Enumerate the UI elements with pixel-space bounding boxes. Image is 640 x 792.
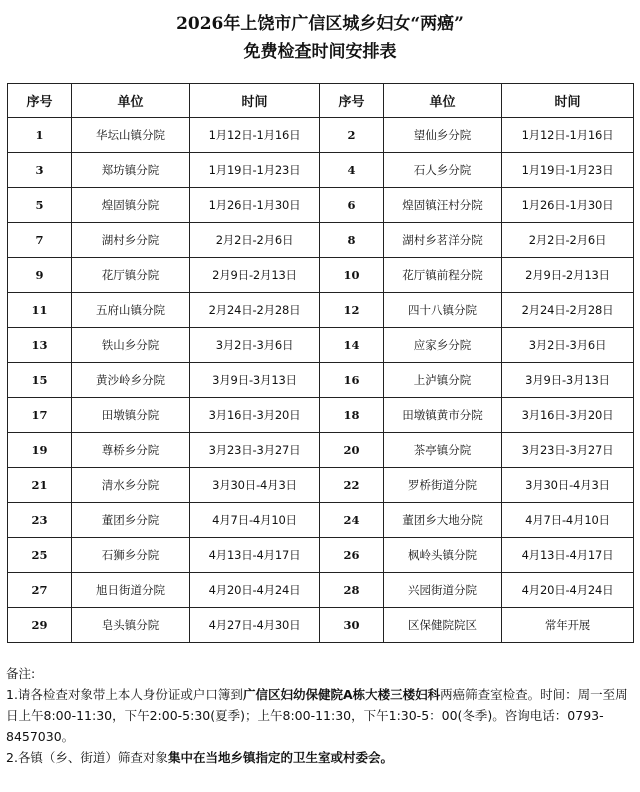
row-time-cell: 3月16日-3月20日 — [190, 398, 320, 433]
row-no-cell: 25 — [8, 538, 72, 573]
table-row — [8, 188, 634, 223]
header-no: 序号 — [320, 84, 384, 118]
note-2 — [6, 747, 634, 768]
notes-section — [6, 663, 634, 768]
row-no-cell: 21 — [8, 468, 72, 503]
row-unit-cell: 旭日街道分院 — [72, 573, 190, 608]
table-row — [8, 118, 634, 153]
row-no-cell: 27 — [8, 573, 72, 608]
row-no-cell: 13 — [8, 328, 72, 363]
row-unit-cell: 应家乡分院 — [384, 328, 502, 363]
table-row — [8, 153, 634, 188]
row-unit-cell: 煌固镇分院 — [72, 188, 190, 223]
row-unit-cell: 华坛山镇分院 — [72, 118, 190, 153]
row-time-cell: 1月26日-1月30日 — [190, 188, 320, 223]
row-time-cell: 1月19日-1月23日 — [502, 153, 634, 188]
table-row — [8, 328, 634, 363]
row-time-cell: 2月9日-2月13日 — [190, 258, 320, 293]
row-time-cell: 1月19日-1月23日 — [190, 153, 320, 188]
row-no-cell: 6 — [320, 188, 384, 223]
header-unit: 单位 — [384, 84, 502, 118]
page-title: 2026年上饶市广信区城乡妇女“两癌” — [176, 14, 464, 34]
header-unit: 单位 — [72, 84, 190, 118]
row-no-cell: 30 — [320, 608, 384, 643]
row-no-cell: 28 — [320, 573, 384, 608]
table-row — [8, 293, 634, 328]
table-row — [8, 363, 634, 398]
table-row — [8, 573, 634, 608]
row-unit-cell: 田墩镇分院 — [72, 398, 190, 433]
row-no-cell: 16 — [320, 363, 384, 398]
row-no-cell: 19 — [8, 433, 72, 468]
row-unit-cell: 四十八镇分院 — [384, 293, 502, 328]
row-no-cell: 9 — [8, 258, 72, 293]
row-unit-cell: 湖村乡茗洋分院 — [384, 223, 502, 258]
table-row — [8, 398, 634, 433]
note-2-location: 集中在当地乡镇指定的卫生室或村委会。 — [167, 750, 393, 765]
row-unit-cell: 区保健院院区 — [384, 608, 502, 643]
row-unit-cell: 花厅镇前程分院 — [384, 258, 502, 293]
row-time-cell: 1月26日-1月30日 — [502, 188, 634, 223]
row-no-cell: 3 — [8, 153, 72, 188]
row-no-cell: 4 — [320, 153, 384, 188]
row-no-cell: 20 — [320, 433, 384, 468]
note-2-text: 2.各镇（乡、街道）筛查对象 — [6, 750, 168, 765]
row-no-cell: 5 — [8, 188, 72, 223]
row-time-cell: 4月20日-4月24日 — [502, 573, 634, 608]
row-no-cell: 24 — [320, 503, 384, 538]
note-1-text: 1.请各检查对象带上本人身份证或户口簿到 — [6, 687, 243, 702]
header-time: 时间 — [502, 84, 634, 118]
row-unit-cell: 湖村乡分院 — [72, 223, 190, 258]
row-time-cell: 2月24日-2月28日 — [190, 293, 320, 328]
row-unit-cell: 铁山乡分院 — [72, 328, 190, 363]
row-unit-cell: 清水乡分院 — [72, 468, 190, 503]
row-time-cell: 2月2日-2月6日 — [502, 223, 634, 258]
row-time-cell: 4月20日-4月24日 — [190, 573, 320, 608]
row-time-cell: 常年开展 — [502, 608, 634, 643]
row-unit-cell: 五府山镇分院 — [72, 293, 190, 328]
row-time-cell: 3月9日-3月13日 — [190, 363, 320, 398]
page-subtitle: 免费检查时间安排表 — [243, 42, 397, 62]
header-time: 时间 — [190, 84, 320, 118]
row-unit-cell: 花厅镇分院 — [72, 258, 190, 293]
row-time-cell: 1月12日-1月16日 — [502, 118, 634, 153]
row-unit-cell: 罗桥街道分院 — [384, 468, 502, 503]
row-unit-cell: 煌固镇汪村分院 — [384, 188, 502, 223]
row-time-cell: 3月30日-4月3日 — [502, 468, 634, 503]
table-header-row — [8, 84, 634, 118]
note-1-details: 两癌筛查室检查。时间：周一至周日上午8:00-11:30，下午2:00-5:30(夏季)；上午8:00-11:30，下午1:30-5：00(冬季)。咨询电话：0793-8457030。 — [6, 687, 628, 744]
row-time-cell: 2月9日-2月13日 — [502, 258, 634, 293]
table-row — [8, 608, 634, 643]
row-no-cell: 26 — [320, 538, 384, 573]
row-time-cell: 3月16日-3月20日 — [502, 398, 634, 433]
table-row — [8, 433, 634, 468]
row-time-cell: 3月30日-4月3日 — [190, 468, 320, 503]
table-row — [8, 538, 634, 573]
row-unit-cell: 董团乡分院 — [72, 503, 190, 538]
row-time-cell: 3月23日-3月27日 — [502, 433, 634, 468]
table-row — [8, 468, 634, 503]
header-no: 序号 — [8, 84, 72, 118]
row-unit-cell: 郑坊镇分院 — [72, 153, 190, 188]
schedule-table — [7, 83, 634, 643]
table-row — [8, 223, 634, 258]
row-unit-cell: 董团乡大地分院 — [384, 503, 502, 538]
table-row — [8, 258, 634, 293]
row-unit-cell: 上泸镇分院 — [384, 363, 502, 398]
row-no-cell: 10 — [320, 258, 384, 293]
row-time-cell: 4月27日-4月30日 — [190, 608, 320, 643]
row-time-cell: 4月13日-4月17日 — [190, 538, 320, 573]
notes-heading: 备注: — [6, 666, 36, 681]
row-time-cell: 3月2日-3月6日 — [502, 328, 634, 363]
row-no-cell: 17 — [8, 398, 72, 433]
row-time-cell: 4月7日-4月10日 — [190, 503, 320, 538]
row-time-cell: 2月2日-2月6日 — [190, 223, 320, 258]
row-no-cell: 22 — [320, 468, 384, 503]
table-row — [8, 503, 634, 538]
row-no-cell: 12 — [320, 293, 384, 328]
row-time-cell: 2月24日-2月28日 — [502, 293, 634, 328]
row-unit-cell: 田墩镇黄市分院 — [384, 398, 502, 433]
row-no-cell: 8 — [320, 223, 384, 258]
row-time-cell: 3月2日-3月6日 — [190, 328, 320, 363]
row-time-cell: 4月13日-4月17日 — [502, 538, 634, 573]
row-no-cell: 2 — [320, 118, 384, 153]
note-1 — [6, 684, 634, 747]
row-unit-cell: 黄沙岭乡分院 — [72, 363, 190, 398]
row-no-cell: 15 — [8, 363, 72, 398]
row-unit-cell: 皂头镇分院 — [72, 608, 190, 643]
row-no-cell: 7 — [8, 223, 72, 258]
row-time-cell: 3月23日-3月27日 — [190, 433, 320, 468]
row-unit-cell: 枫岭头镇分院 — [384, 538, 502, 573]
row-no-cell: 29 — [8, 608, 72, 643]
row-no-cell: 14 — [320, 328, 384, 363]
row-no-cell: 11 — [8, 293, 72, 328]
row-time-cell: 4月7日-4月10日 — [502, 503, 634, 538]
row-unit-cell: 石人乡分院 — [384, 153, 502, 188]
row-unit-cell: 尊桥乡分院 — [72, 433, 190, 468]
row-time-cell: 3月9日-3月13日 — [502, 363, 634, 398]
row-unit-cell: 兴园街道分院 — [384, 573, 502, 608]
row-unit-cell: 茶亭镇分院 — [384, 433, 502, 468]
row-no-cell: 1 — [8, 118, 72, 153]
row-unit-cell: 石狮乡分院 — [72, 538, 190, 573]
row-unit-cell: 望仙乡分院 — [384, 118, 502, 153]
row-no-cell: 23 — [8, 503, 72, 538]
row-no-cell: 18 — [320, 398, 384, 433]
row-time-cell: 1月12日-1月16日 — [190, 118, 320, 153]
note-1-location: 广信区妇幼保健院A栋大楼三楼妇科 — [242, 687, 441, 702]
